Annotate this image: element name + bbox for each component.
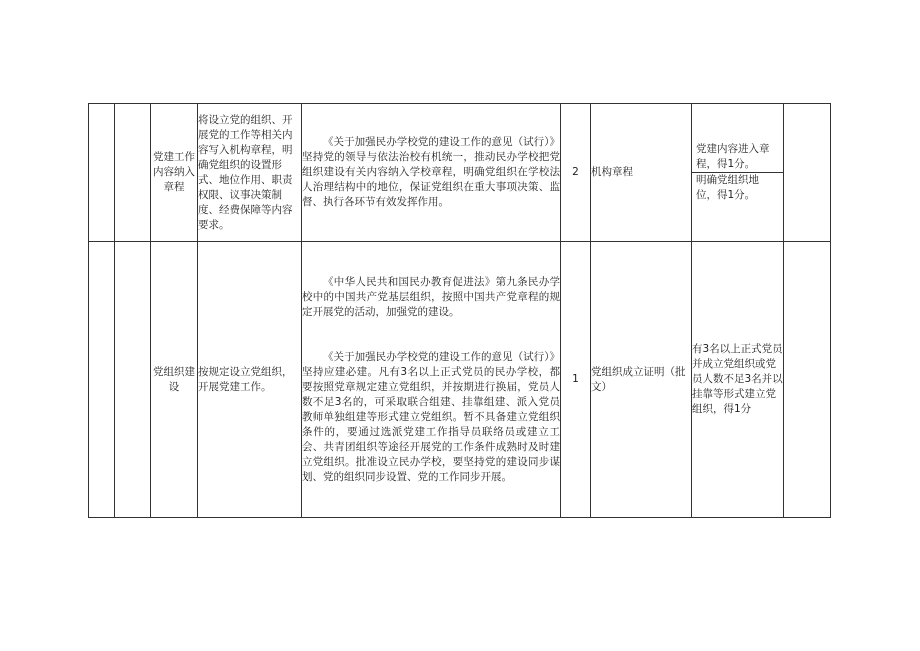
criteria-item: 党建内容进入章程，得1分。 bbox=[692, 142, 783, 173]
materials-cell bbox=[591, 104, 692, 242]
index-cell bbox=[89, 104, 115, 242]
materials-text: 机构章程 bbox=[591, 166, 633, 178]
item-name: 党组织建设 bbox=[153, 365, 195, 393]
category-cell bbox=[115, 104, 151, 242]
score-cell bbox=[561, 104, 591, 242]
requirement-text: 按规定设立党组织，开展党建工作。 bbox=[198, 365, 293, 393]
remarks-cell bbox=[784, 104, 831, 242]
category-cell bbox=[115, 242, 151, 518]
item-name-cell bbox=[151, 242, 198, 518]
score-value: 2 bbox=[572, 166, 579, 178]
criteria-cell bbox=[692, 242, 784, 518]
evaluation-table bbox=[88, 103, 831, 518]
requirement-text: 将设立党的组织、开展党的工作等相关内容写入机构章程，明确党组织的设置形式、地位作用、职责权限、议事决策制度、经费保障等内容要求。 bbox=[198, 113, 293, 231]
basis-paragraph: 《关于加强民办学校党的建设工作的意见（试行）》坚持应建必建。凡有3名以上正式党员的民办学校，都要按照党章规定建立党组织，并按期进行换届，党员人数不足3名的，可采取联合组建、挂靠组建、派入党员教师单独组建等形式建立党组织。暂不具备建立党组织条件的，要通过选派党建工作指导员联络员或建立工会、共青团组织等途径开展党的工作条件成熟时及时建立党组织。批准设立民办学校，要坚持党的建设同步谋划、党的组织同步设置、党的工作同步开展。 bbox=[302, 350, 560, 483]
basis-paragraph: 《关于加强民办学校党的建设工作的意见（试行）》坚持党的领导与依法治校有机统一，推动民办学校把党组织建设有关内容纳入学校章程，明确党组织在学校法人治理结构中的地位，保证党组织在重大事项决策、监督、执行各环节有效发挥作用。 bbox=[302, 136, 560, 208]
remarks-cell bbox=[784, 242, 831, 518]
basis-cell bbox=[302, 242, 561, 518]
table-row bbox=[89, 104, 831, 242]
criteria-item: 明确党组织地位，得1分。 bbox=[696, 174, 759, 201]
requirement-cell bbox=[198, 242, 302, 518]
criteria-item: 有3名以上正式党员并成立党组织或党员人数不足3名并以挂靠等形式建立党组织，得1分 bbox=[692, 343, 783, 415]
criteria-split bbox=[692, 142, 783, 203]
item-name: 党建工作内容纳入章程 bbox=[153, 151, 195, 193]
requirement-cell bbox=[198, 104, 302, 242]
basis-paragraph: 《中华人民共和国民办教育促进法》第九条民办学校中的中国共产党基层组织，按照中国共产党章程的规定开展党的活动，加强党的建设。 bbox=[302, 275, 560, 318]
score-value: 1 bbox=[572, 373, 579, 385]
materials-text: 党组织成立证明（批文） bbox=[591, 365, 686, 393]
item-name-cell bbox=[151, 104, 198, 242]
basis-cell bbox=[302, 104, 561, 242]
index-cell bbox=[89, 242, 115, 518]
score-cell bbox=[561, 242, 591, 518]
materials-cell bbox=[591, 242, 692, 518]
criteria-cell bbox=[692, 104, 784, 242]
table-row bbox=[89, 242, 831, 518]
